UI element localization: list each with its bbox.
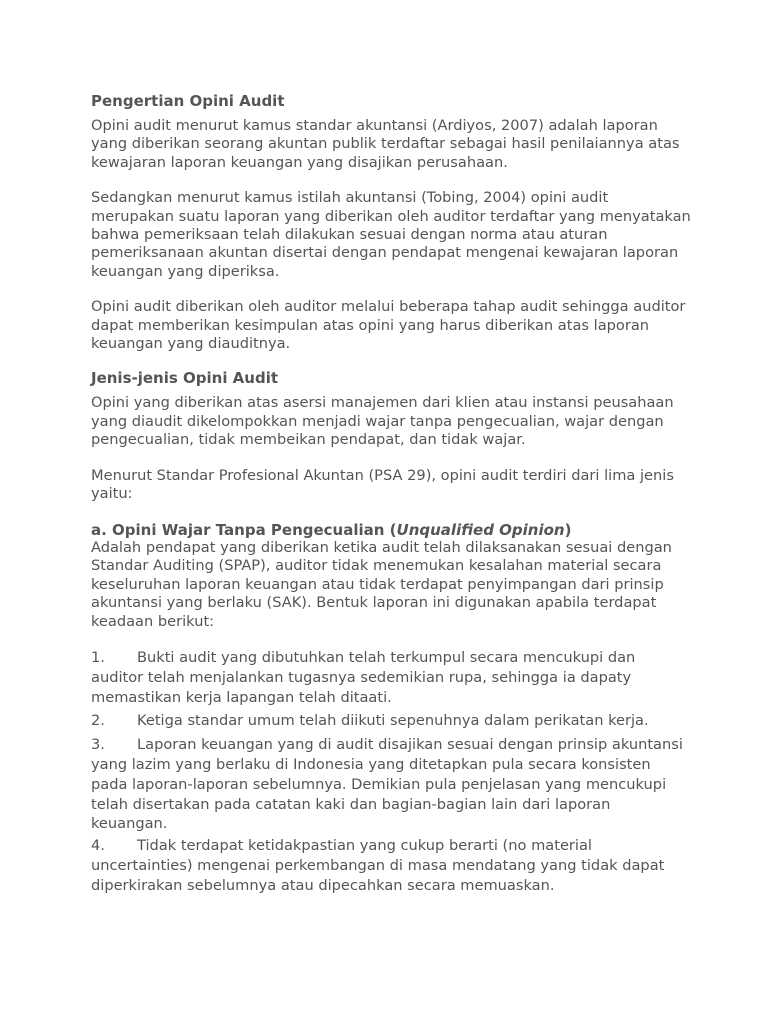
list-item-text: Tidak terdapat ketidakpastian yang cukup berarti (no material uncertainties) mengenai perkembangan di masa mendatang yang tidak dapat diperkirakan sebelumnya atau dipecahkan secara memuaskan.	[91, 837, 665, 894]
paragraph: Opini yang diberikan atas asersi manajemen dari klien atau instansi peusahaan yang diaudit dikelompokkan menjadi wajar tanpa pengecualian, wajar dengan pengecualian, tidak membeikan pendapat, dan tidak wajar.	[91, 394, 674, 449]
list-item-number: 1.	[91, 648, 105, 666]
list-item	[91, 735, 691, 834]
list-item-number: 3.	[91, 736, 105, 754]
subsection-title-unqualified	[91, 521, 691, 539]
paragraph: Opini audit menurut kamus standar akuntansi (Ardiyos, 2007) adalah laporan yang diberikan seorang akuntan publik terdaftar sebagai hasil penilaiannya atas kewajaran laporan keuangan yang disajikan perusahaan.	[91, 117, 680, 171]
subsection-title-italic: Unqualified Opinion	[396, 520, 565, 539]
list-item	[91, 648, 691, 707]
section-title-jenis: Jenis-jenis Opini Audit	[91, 369, 279, 388]
list-item-text: Laporan keuangan yang di audit disajikan sesuai dengan prinsip akuntansi yang lazim yang berlaku di Indonesia yang ditetapkan pula secara konsisten pada laporan-laporan sebelumnya. Demikian pula penjelasan yang mencukupi telah disertakan pada catatan kaki dan bagian-bagian lain dari laporan keuangan.	[91, 736, 683, 833]
list-item-text: Ketiga standar umum telah diikuti sepenuhnya dalam perikatan kerja.	[137, 712, 649, 730]
list-item-number: 4.	[91, 837, 105, 855]
paragraph: Adalah pendapat yang diberikan ketika audit telah dilaksanakan sesuai dengan Standar Auditing (SPAP), auditor tidak menemukan kesalahan material secara keseluruhan laporan keuangan atau tidak terdapat penyimpangan dari prinsip akuntansi yang berlaku (SAK). Bentuk laporan ini digunakan apabila terdapat keadaan berikut:	[91, 538, 672, 630]
list-item-number: 2.	[91, 712, 105, 730]
numbered-list	[91, 648, 691, 896]
list-item	[91, 836, 691, 895]
paragraph: Opini audit diberikan oleh auditor melalui beberapa tahap audit sehingga auditor dapat memberikan kesimpulan atas opini yang harus diberikan atas laporan keuangan yang diauditnya.	[91, 298, 686, 353]
paragraph: Menurut Standar Profesional Akuntan (PSA 29), opini audit terdiri dari lima jenis yaitu:	[91, 466, 674, 503]
paragraph: Sedangkan menurut kamus istilah akuntansi (Tobing, 2004) opini audit merupakan suatu laporan yang diberikan oleh auditor terdaftar yang menyatakan bahwa pemeriksaan telah dilakukan sesuai dengan norma atau aturan pemeriksanaan akuntan disertai dengan pendapat mengenai kewajaran laporan keuangan yang diperiksa.	[91, 189, 691, 280]
subsection-title-suffix: )	[564, 520, 572, 539]
list-item-text: Bukti audit yang dibutuhkan telah terkumpul secara mencukupi dan auditor telah menjalankan tugasnya sedemikian rupa, sehingga ia dapaty memastikan kerja lapangan telah ditaati.	[91, 648, 636, 706]
list-item	[91, 711, 691, 731]
subsection-title-prefix: a. Opini Wajar Tanpa Pengecualian (	[91, 520, 397, 539]
document-page	[91, 91, 691, 896]
section-title-pengertian: Pengertian Opini Audit	[91, 92, 285, 110]
